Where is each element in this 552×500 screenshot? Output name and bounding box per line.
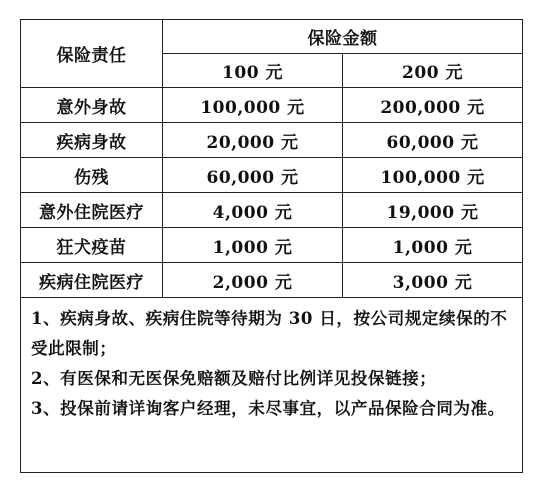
row-value-200: 200,000 元	[343, 88, 523, 123]
row-value-200: 60,000 元	[343, 123, 523, 158]
row-item: 伤残	[21, 158, 163, 193]
note-item: 2、有医保和无医保免赔额及赔付比例详见投保链接；	[31, 369, 437, 388]
row-value-200: 3,000 元	[343, 263, 523, 298]
note-item: 3、投保前请详询客户经理，未尽事宜，以产品保险合同为准。	[31, 399, 505, 418]
table-row	[21, 263, 523, 298]
header-amount: 保险金额	[163, 20, 523, 54]
table-row	[21, 88, 523, 123]
row-value-200: 1,000 元	[343, 228, 523, 263]
header-plan-200: 200 元	[343, 54, 523, 88]
notes-cell	[21, 298, 523, 473]
note-item: 1、疾病身故、疾病住院等待期为 30 日，按公司规定续保的不受此限制；	[31, 309, 508, 358]
row-item: 疾病住院医疗	[21, 263, 163, 298]
row-value-100: 100,000 元	[163, 88, 343, 123]
row-value-100: 2,000 元	[163, 263, 343, 298]
table-row	[21, 123, 523, 158]
row-value-100: 4,000 元	[163, 193, 343, 228]
row-value-200: 19,000 元	[343, 193, 523, 228]
notes-row	[21, 298, 523, 473]
row-item: 意外身故	[21, 88, 163, 123]
table-row	[21, 158, 523, 193]
row-value-100: 60,000 元	[163, 158, 343, 193]
insurance-coverage-table	[20, 19, 523, 473]
row-item: 狂犬疫苗	[21, 228, 163, 263]
header-responsibility: 保险责任	[21, 20, 163, 88]
row-value-100: 1,000 元	[163, 228, 343, 263]
header-row	[21, 20, 523, 54]
row-item: 意外住院医疗	[21, 193, 163, 228]
table-row	[21, 228, 523, 263]
table-row	[21, 193, 523, 228]
header-plan-100: 100 元	[163, 54, 343, 88]
row-item: 疾病身故	[21, 123, 163, 158]
row-value-100: 20,000 元	[163, 123, 343, 158]
insurance-table-container	[20, 19, 522, 490]
row-value-200: 100,000 元	[343, 158, 523, 193]
